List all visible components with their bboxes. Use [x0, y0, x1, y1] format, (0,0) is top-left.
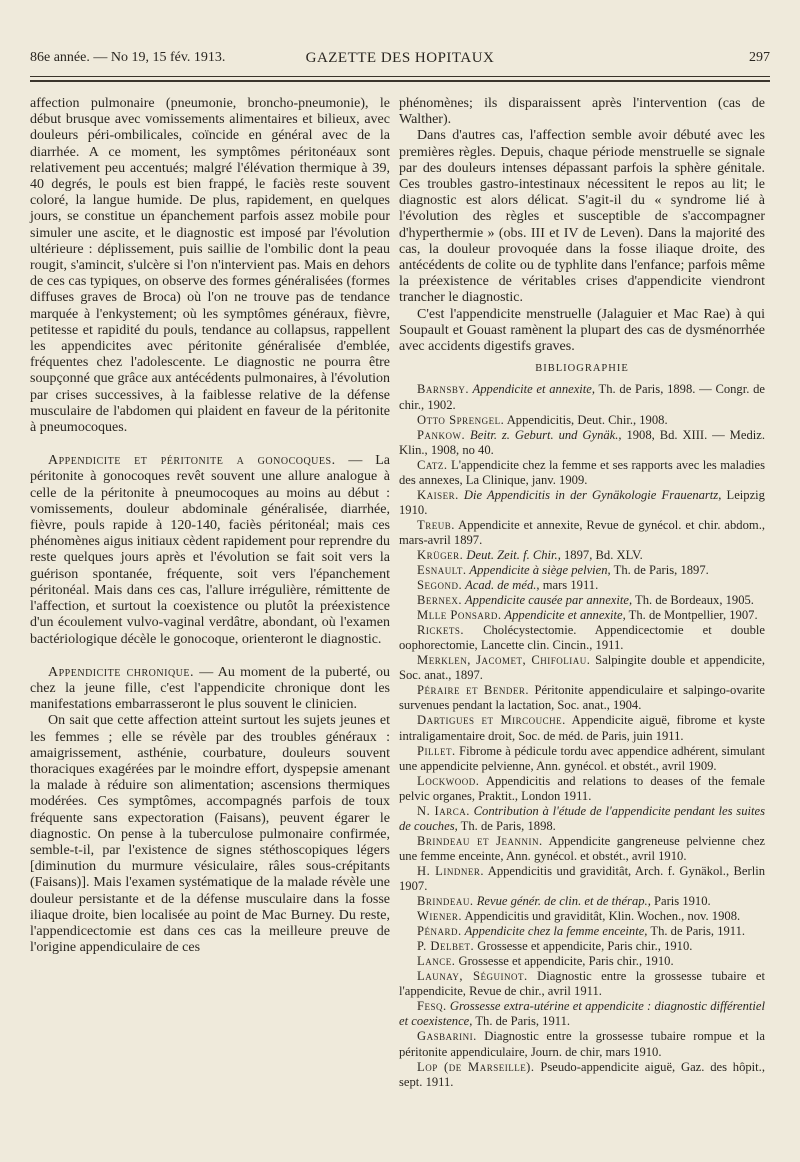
- section-title: Appendicite chronique.: [48, 664, 194, 680]
- page-header: [30, 50, 770, 72]
- paragraph: phénomènes; ils disparaissent après l'intervention (cas de Walther).: [399, 96, 765, 128]
- reference-author: Péraire et Bender.: [417, 683, 530, 698]
- bibliography-entry: [399, 563, 765, 578]
- bibliography-entry: [399, 1060, 765, 1090]
- reference-details: Appendicite gangreneuse pelvienne chez une femme enceinte, Ann. gynécol. et obstét., avril 1910.: [399, 833, 765, 863]
- section-paragraph: [30, 453, 390, 647]
- reference-author: Dartigues et Mircouche.: [417, 713, 566, 728]
- reference-details: Grossesse et appendicite, Paris chir., 1910.: [455, 954, 674, 969]
- journal-title: GAZETTE DES HOPITAUX: [305, 50, 495, 66]
- reference-author: Lop (de Marseille).: [417, 1059, 535, 1074]
- bibliography-entry: [399, 924, 765, 939]
- bibliography-entry: [399, 458, 765, 488]
- reference-details: Appendicitis and relations to deases of the female pelvic organes, Praktit., London 1911.: [399, 773, 765, 803]
- paragraph: C'est l'appendicite menstruelle (Jalaguier et Mac Rae) à qui Soupault et Gouast ramènent la plupart des cas de dysménorrhée avec accidents digestifs graves.: [399, 306, 765, 355]
- reference-title: Beitr. z. Geburt. und Gynäk.,: [465, 427, 622, 442]
- reference-author: Rickets.: [417, 623, 465, 638]
- reference-title: Revue génér. de clin. et de thérap.,: [473, 894, 651, 909]
- reference-title: Contribution à l'étude de l'appendicite pendant les suites de couches,: [399, 803, 765, 833]
- paragraph: affection pulmonaire (pneumonie, broncho-pneumonie), le début brusque avec vomissements alimentaires et bilieux, avec douleurs péri-ombilicales, coïncide en général avec de la diarrhée. A ce moment, les symptômes péritonéaux sont relativement peu accentués; malgré l'élévation thermique à 39, 40 degrés, le pouls est bien frappé, le faciès reste souvent coloré, la langue humide. De plus, rapidement, en quelques jours, se constitue un épanchement parfois assez mobile pour simuler une ascite, et le diagnostic est imposé par l'évolution ultérieure : déplissement, puis saillie de l'ombilic dont la peau rougit, s'amincit, s'ulcère si l'on n'intervient pas. Mais en dehors de ces cas typiques, on observe des formes généralisées (formes diffuses graves de Broca) où l'on ne trouve pas de tendance marquée à l'enkystement; où les symptômes généraux, fièvre, petitesse et rapidité du pouls, tendance au collapsus, rappellent les appendicites avec péritonite généralisée d'emblée, fréquentes chez l'adolescente. Le diagnostic ne pourra être soupçonné que grâce aux antécédents pulmonaires, à l'évolution par crises successives, à la faiblesse relative de la défense musculaire de l'abdomen qui plaident en faveur de la péritonite à pneumocoques.: [30, 96, 390, 436]
- bibliography-entry: [399, 774, 765, 804]
- header-rule: [30, 76, 770, 77]
- bibliography-entry: [399, 428, 765, 458]
- reference-details: 1897, Bd. XLV.: [560, 547, 643, 562]
- reference-author: Pénard.: [417, 924, 462, 939]
- bibliography-entry: [399, 713, 765, 743]
- bibliography-entry: [399, 1029, 765, 1059]
- reference-title: Appendicite à siège pelvien,: [466, 563, 611, 578]
- bibliography-entry: [399, 864, 765, 894]
- reference-details: Pseudo-appendicite aiguë, Gaz. des hôpit., sept. 1911.: [399, 1059, 765, 1089]
- reference-author: Fesq.: [417, 999, 447, 1014]
- reference-details: Diagnostic entre la grossesse tubaire rompue et la péritonite appendiculaire, Journ. de chir, mars 1910.: [399, 1029, 765, 1059]
- reference-details: Th. de Paris, 1898.: [457, 818, 556, 833]
- reference-details: mars 1911.: [539, 578, 599, 593]
- bibliography-entry: [399, 939, 765, 954]
- bibliography-entry: [399, 804, 765, 834]
- reference-details: Diagnostic entre la grossesse tubaire et l'appendicite, Revue de chir., avril 1911.: [399, 969, 765, 999]
- section-title: Appendicite et péritonite a gonocoques.: [48, 453, 336, 469]
- reference-details: Paris 1910.: [650, 894, 711, 909]
- reference-details: Appendicite aiguë, fibrome et kyste intraligamentaire droit, Soc. de méd. de Paris, juin 1911.: [399, 713, 765, 743]
- reference-title: Die Appendicitis in der Gynäkologie Frauenartz,: [458, 487, 722, 502]
- reference-details: Appendicitis, Deut. Chir., 1908.: [504, 412, 668, 427]
- reference-author: Bernex.: [417, 593, 463, 608]
- reference-author: Launay, Séguinot.: [417, 969, 528, 984]
- bibliography-entry: [399, 834, 765, 864]
- left-column: [30, 96, 390, 956]
- bibliography-heading: BIBLIOGRAPHIE: [535, 363, 629, 375]
- reference-author: Segond.: [417, 578, 463, 593]
- reference-author: Treub.: [417, 517, 455, 532]
- page-number: 297: [749, 50, 770, 65]
- bibliography-entry: [399, 954, 765, 969]
- reference-author: Krüger.: [417, 547, 464, 562]
- reference-details: Th. de Paris, 1897.: [610, 563, 709, 578]
- reference-author: Brindeau et Jeannin.: [417, 833, 543, 848]
- reference-title: Appendicite et annexite,: [501, 608, 626, 623]
- reference-author: Gasbarini.: [417, 1029, 477, 1044]
- reference-details: Leipzig 1910.: [399, 487, 765, 517]
- bibliography-entry: [399, 909, 765, 924]
- reference-author: Pillet.: [417, 743, 456, 758]
- reference-details: Cholécystectomie. Appendicectomie et double oophorectomie, Lancette clin. Cincin., 1911.: [399, 623, 765, 653]
- reference-author: Otto Sprengel.: [417, 412, 505, 427]
- reference-title: Appendicite chez la femme enceinte,: [461, 924, 648, 939]
- reference-details: Péritonite appendiculaire et salpingo-ovarite survenues pendant la lactation, Soc. anat., 1904.: [399, 683, 766, 713]
- bibliography-entry: [399, 744, 765, 774]
- reference-author: Merklen, Jacomet, Chifoliau.: [417, 653, 591, 668]
- reference-title: Deut. Zeit. f. Chir.,: [463, 547, 561, 562]
- bibliography-entry: [399, 578, 765, 593]
- reference-author: N. Iarca.: [417, 803, 470, 818]
- reference-author: H. Lindner.: [417, 863, 484, 878]
- reference-details: Th. de Paris, 1898. — Congr. de chir., 1902.: [399, 382, 765, 412]
- bibliography-entry: [399, 518, 765, 548]
- reference-author: Brindeau.: [417, 894, 474, 909]
- reference-title: Acad. de méd.,: [462, 578, 540, 593]
- reference-details: Grossesse et appendicite, Paris chir., 1910.: [474, 939, 693, 954]
- reference-details: Th. de Paris, 1911.: [647, 924, 746, 939]
- reference-details: Th. de Montpellier, 1907.: [625, 608, 758, 623]
- reference-details: Salpingite double et appendicite, Soc. anat., 1897.: [399, 653, 765, 683]
- bibliography-entry: [399, 969, 765, 999]
- reference-author: Kaiser.: [417, 487, 459, 502]
- reference-title: Appendicite et annexite,: [469, 382, 596, 397]
- bibliography-entry: [399, 653, 765, 683]
- reference-author: Esnault.: [417, 563, 467, 578]
- bibliography-entry: [399, 382, 765, 412]
- reference-author: P. Delbet.: [417, 939, 475, 954]
- paragraph: On sait que cette affection atteint surtout les sujets jeunes et les femmes ; elle se révèle par des troubles généraux : amaigrissement, asthénie, courbature, douleurs souvent thoraciques exagérées par le moindre effort, dyspepsie amenant la malade à réduire son alimentation; ascensions thermiques modérées. Ces symptômes, accompagnés parfois de toux fréquente sans expectoration (Faisans), peuvent égarer le diagnostic. On pense à la tuberculose pulmonaire confirmée, semble-t-il, par l'existence de signes stéthoscopiques légers [diminution du murmure vésiculaire, râles sous-crépitants (Faisans)]. Mais l'examen systématique de la malade révèle une douleur persistante et de la défense musculaire dans la fosse iliaque droite, bien localisée au point de Mac Burney. Du reste, l'appendicectomie est dans ces cas la meilleure preuve de l'origine appendiculaire de ces: [30, 713, 390, 956]
- section-text: — La péritonite à gonocoques revêt souvent une allure analogue à celle de la péritonite à pneumocoques au moins au début : vomissements, douleur abdominale généralisée, diarrhée, fièvre, pouls rapide à 120-140, faciès péritonéal; mais ces phénomènes aigus initiaux cèdent rapidement pour reprendre du reste quelques jours après et l'évolution se fait soit vers la guérison spontanée, fréquente, soit vers l'épanchement péritonéal. Mais dans ces cas, l'allure irrégulière, rémittente de l'affection, et surtout la coexistence ou plutôt la préexistence d'un écoulement vulvo-vaginal verdâtre, abondant, où l'examen bactériologique décèle le gonocoque, orienteront le diagnostic.: [30, 453, 391, 647]
- reference-author: Lockwood.: [417, 773, 480, 788]
- reference-details: L'appendicite chez la femme et ses rapports avec les maladies des annexes, La Clinique, janv. 1909.: [399, 457, 765, 487]
- reference-details: 1908, Bd. XIII. — Mediz. Klin., 1908, no 40.: [399, 427, 765, 457]
- reference-details: Appendicitis und graviditât, Klin. Wochen., nov. 1908.: [462, 909, 741, 924]
- bibliography-entry: [399, 683, 765, 713]
- issue-info: 86e année. — No 19, 15 fév. 1913.: [30, 50, 226, 65]
- paragraph: Dans d'autres cas, l'affection semble avoir débuté avec les premières règles. Depuis, chaque période menstruelle se signale par des douleurs intenses dépassant parfois la sphère génitale. Ces troubles gastro-intestinaux nécessitent le repos au lit; le diagnostic est alors délicat. S'agit-il du « syndrome lié à l'évolution des règles et susceptible de s'accompagner d'hyperthermie » (obs. III et IV de Leven). Dans la majorité des cas, la douleur provoquée dans la fosse iliaque droite, des antécédents de colite ou de typhlite dans l'enfance; parfois même la préexistence de véritables crises d'appendicite viendront trancher le diagnostic.: [399, 128, 765, 306]
- reference-details: Th. de Paris, 1911.: [472, 1014, 571, 1029]
- bibliography-entry: [399, 623, 765, 653]
- bibliography-entry: [399, 894, 765, 909]
- bibliography-entry: [399, 488, 765, 518]
- reference-author: Wiener.: [417, 909, 463, 924]
- bibliography-entry: [399, 593, 765, 608]
- reference-title: Appendicite causée par annexite,: [462, 593, 633, 608]
- reference-details: Th. de Bordeaux, 1905.: [632, 593, 754, 608]
- reference-author: Pankow.: [417, 427, 466, 442]
- section-paragraph: [30, 665, 390, 714]
- header-rule-thick: [30, 80, 770, 82]
- reference-details: Appendicite et annexite, Revue de gynécol. et chir. abdom., mars-avril 1897.: [399, 517, 765, 547]
- bibliography-entry: [399, 413, 765, 428]
- reference-author: Barnsby.: [417, 382, 470, 397]
- section-text: — Au moment de la puberté, ou chez la jeune fille, c'est l'appendicite chronique dont les manifestations embarrasseront le plus souvent le clinicien.: [30, 664, 390, 713]
- bibliography-list: [399, 382, 765, 1089]
- reference-title: Grossesse extra-utérine et appendicite : diagnostic différentiel et coexistence,: [399, 999, 765, 1029]
- reference-author: Mlle Ponsard.: [417, 608, 502, 623]
- bibliography-entry: [399, 608, 765, 623]
- bibliography-entry: [399, 548, 765, 563]
- reference-author: Lance.: [417, 954, 456, 969]
- reference-details: Fibrome à pédicule tordu avec appendice adhérent, simulant une appendicite pelvienne, Ann. gynécol. et obstét., avril 1909.: [399, 743, 765, 773]
- bibliography-entry: [399, 999, 765, 1029]
- right-column: [399, 96, 765, 1090]
- reference-author: Catz.: [417, 457, 448, 472]
- reference-details: Appendicitis und graviditât, Arch. f. Gynäkol., Berlin 1907.: [399, 863, 765, 893]
